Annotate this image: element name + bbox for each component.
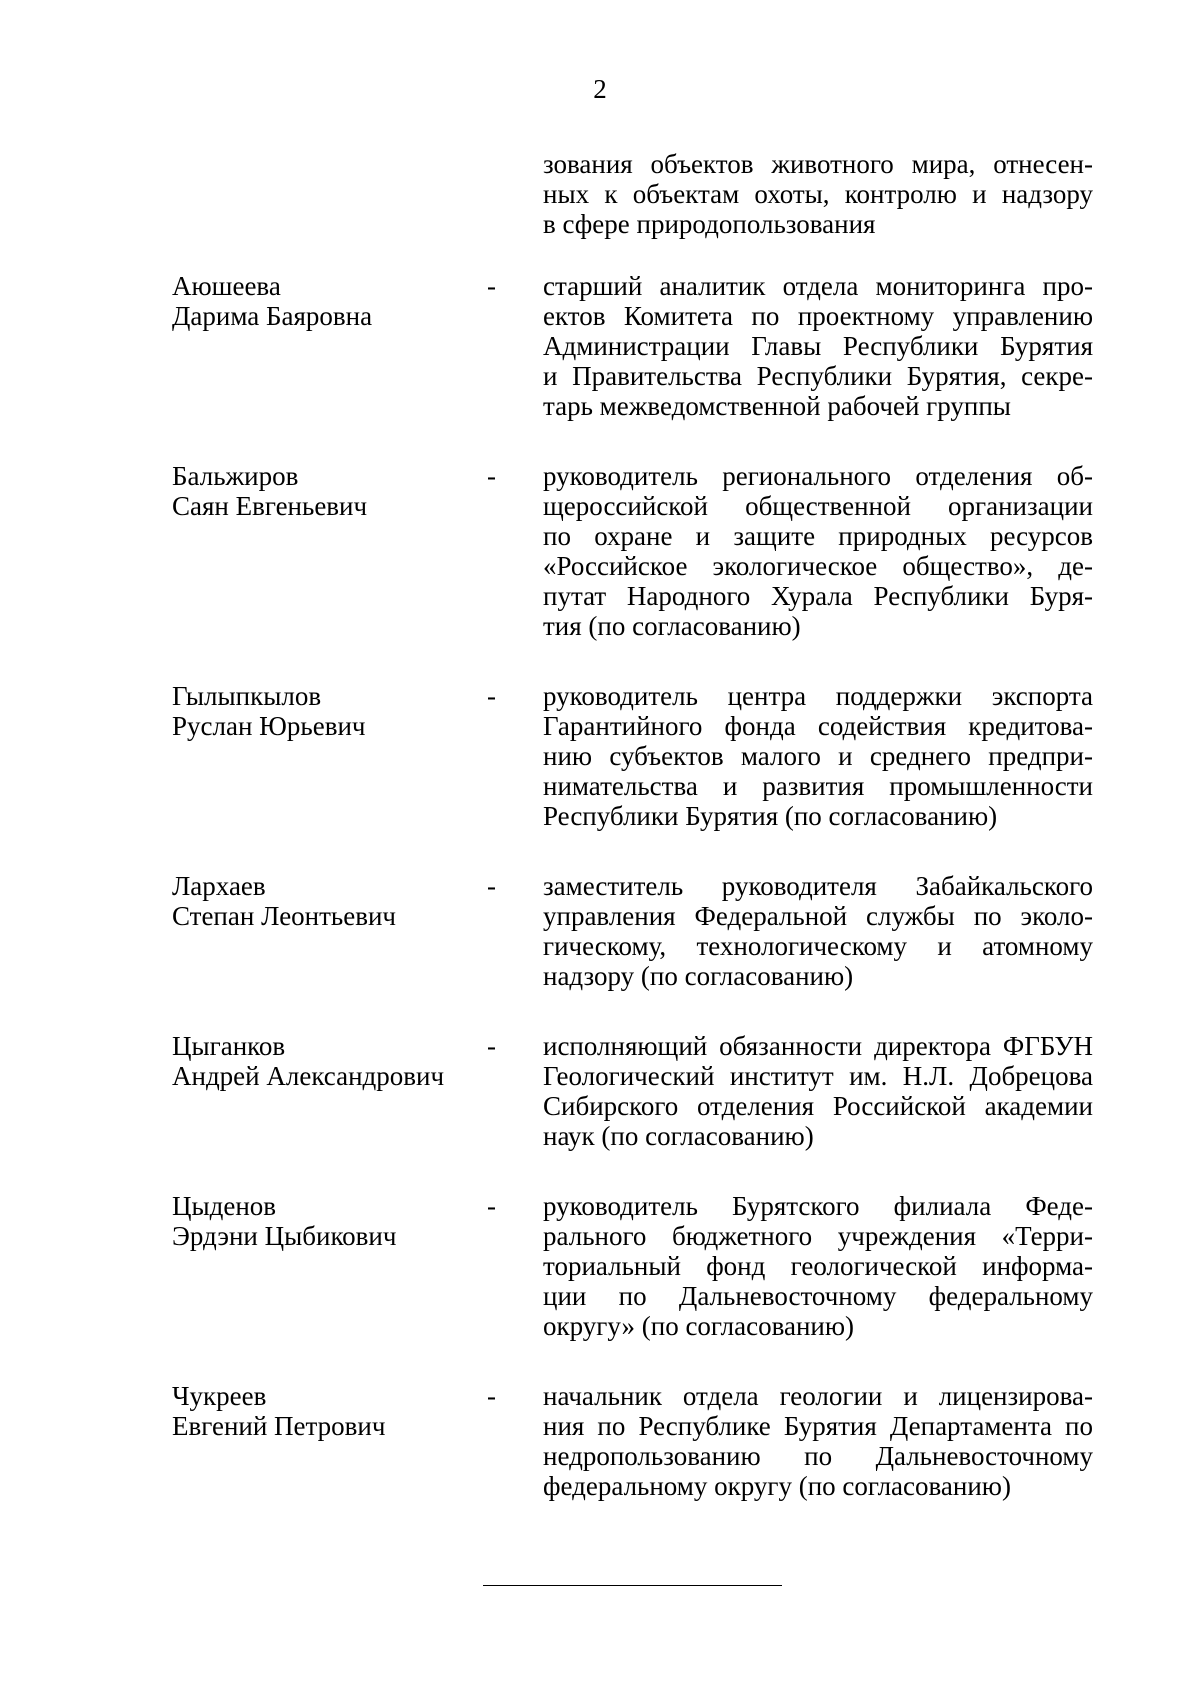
page-number: 2 (593, 74, 607, 104)
description-line: Республики Бурятия (по согласованию) (543, 801, 998, 831)
member-entry (172, 461, 1093, 641)
member-surname: Лархаев (172, 871, 266, 901)
member-entry (172, 871, 1093, 991)
dash-separator: - (487, 461, 496, 491)
description-line: гическому, технологическому и атомному (543, 931, 1093, 961)
member-surname: Чукреев (172, 1381, 267, 1411)
dash-separator: - (487, 681, 496, 711)
description-line: ектов Комитета по проектному управлению (543, 301, 1093, 331)
member-surname: Гылыпкылов (172, 681, 322, 711)
description-line: путат Народного Хурала Республики Буря- (543, 581, 1093, 611)
description-line: старший аналитик отдела мониторинга про- (543, 271, 1093, 301)
member-surname: Аюшеева (172, 271, 281, 301)
member-given-names: Руслан Юрьевич (172, 711, 366, 741)
member-name (172, 1191, 487, 1341)
member-name (172, 461, 487, 641)
description-line: тарь межведомственной рабочей группы (543, 391, 1011, 421)
member-given-names: Эрдэни Цыбикович (172, 1221, 397, 1251)
description-line: исполняющий обязанности директора ФГБУН (543, 1031, 1093, 1061)
description-line: нию субъектов малого и среднего предпри- (543, 741, 1093, 771)
dash-separator: - (487, 271, 496, 301)
member-entry (172, 271, 1093, 421)
member-given-names: Степан Леонтьевич (172, 901, 397, 931)
dash-separator: - (487, 1191, 496, 1221)
member-name (172, 871, 487, 991)
member-entry (172, 681, 1093, 831)
description-line: тия (по согласованию) (543, 611, 801, 641)
member-given-names: Андрей Александрович (172, 1061, 445, 1091)
dash-separator: - (487, 1031, 496, 1061)
continued-description (543, 149, 1093, 239)
description-line: ния по Республике Бурятия Департамента по (543, 1411, 1093, 1441)
end-of-document-rule (483, 1585, 782, 1586)
member-position (543, 681, 1093, 831)
description-line: Гарантийного фонда содействия кредитова- (543, 711, 1093, 741)
member-position (543, 461, 1093, 641)
description-line: Администрации Главы Республики Бурятия (543, 331, 1093, 361)
description-line: ции по Дальневосточному федеральному (543, 1281, 1093, 1311)
description-line: рального бюджетного учреждения «Терри- (543, 1221, 1093, 1251)
member-given-names: Евгений Петрович (172, 1411, 386, 1441)
member-name (172, 681, 487, 831)
member-list (172, 271, 1093, 1541)
member-name (172, 271, 487, 421)
dash-separator: - (487, 871, 496, 901)
description-line: руководитель Бурятского филиала Феде- (543, 1191, 1093, 1221)
member-surname: Бальжиров (172, 461, 299, 491)
description-line: заместитель руководителя Забайкальского (543, 871, 1093, 901)
description-line: Геологический институт им. Н.Л. Добрецова (543, 1061, 1093, 1091)
description-line: надзору (по согласованию) (543, 961, 854, 991)
description-line: округу» (по согласованию) (543, 1311, 855, 1341)
member-position (543, 271, 1093, 421)
member-position (543, 1031, 1093, 1151)
description-line: ториальный фонд геологической информа- (543, 1251, 1093, 1281)
member-entry (172, 1381, 1093, 1501)
member-position (543, 1191, 1093, 1341)
member-entry (172, 1031, 1093, 1151)
description-line: руководитель центра поддержки экспорта (543, 681, 1093, 711)
description-line: в сфере природопользования (543, 209, 876, 239)
description-line: начальник отдела геологии и лицензирова- (543, 1381, 1093, 1411)
description-line: «Российское экологическое общество», де- (543, 551, 1093, 581)
description-line: по охране и защите природных ресурсов (543, 521, 1093, 551)
description-line: недропользованию по Дальневосточному (543, 1441, 1093, 1471)
member-name (172, 1031, 487, 1151)
member-surname: Цыганков (172, 1031, 286, 1061)
member-entry (172, 1191, 1093, 1341)
description-line: щероссийской общественной организации (543, 491, 1093, 521)
description-line: руководитель регионального отделения об- (543, 461, 1093, 491)
member-position (543, 1381, 1093, 1501)
member-position (543, 871, 1093, 991)
description-line: нимательства и развития промышленности (543, 771, 1093, 801)
member-given-names: Дарима Баяровна (172, 301, 373, 331)
dash-separator: - (487, 1381, 496, 1411)
description-line: ных к объектам охоты, контролю и надзору (543, 179, 1093, 209)
description-line: Сибирского отделения Российской академии (543, 1091, 1093, 1121)
description-line: федеральному округу (по согласованию) (543, 1471, 1011, 1501)
member-given-names: Саян Евгеньевич (172, 491, 368, 521)
member-surname: Цыденов (172, 1191, 277, 1221)
description-line: управления Федеральной службы по эколо- (543, 901, 1093, 931)
description-line: и Правительства Республики Бурятия, секре- (543, 361, 1093, 391)
description-line: зования объектов животного мира, отнесен- (543, 149, 1093, 179)
description-line: наук (по согласованию) (543, 1121, 814, 1151)
member-name (172, 1381, 487, 1501)
